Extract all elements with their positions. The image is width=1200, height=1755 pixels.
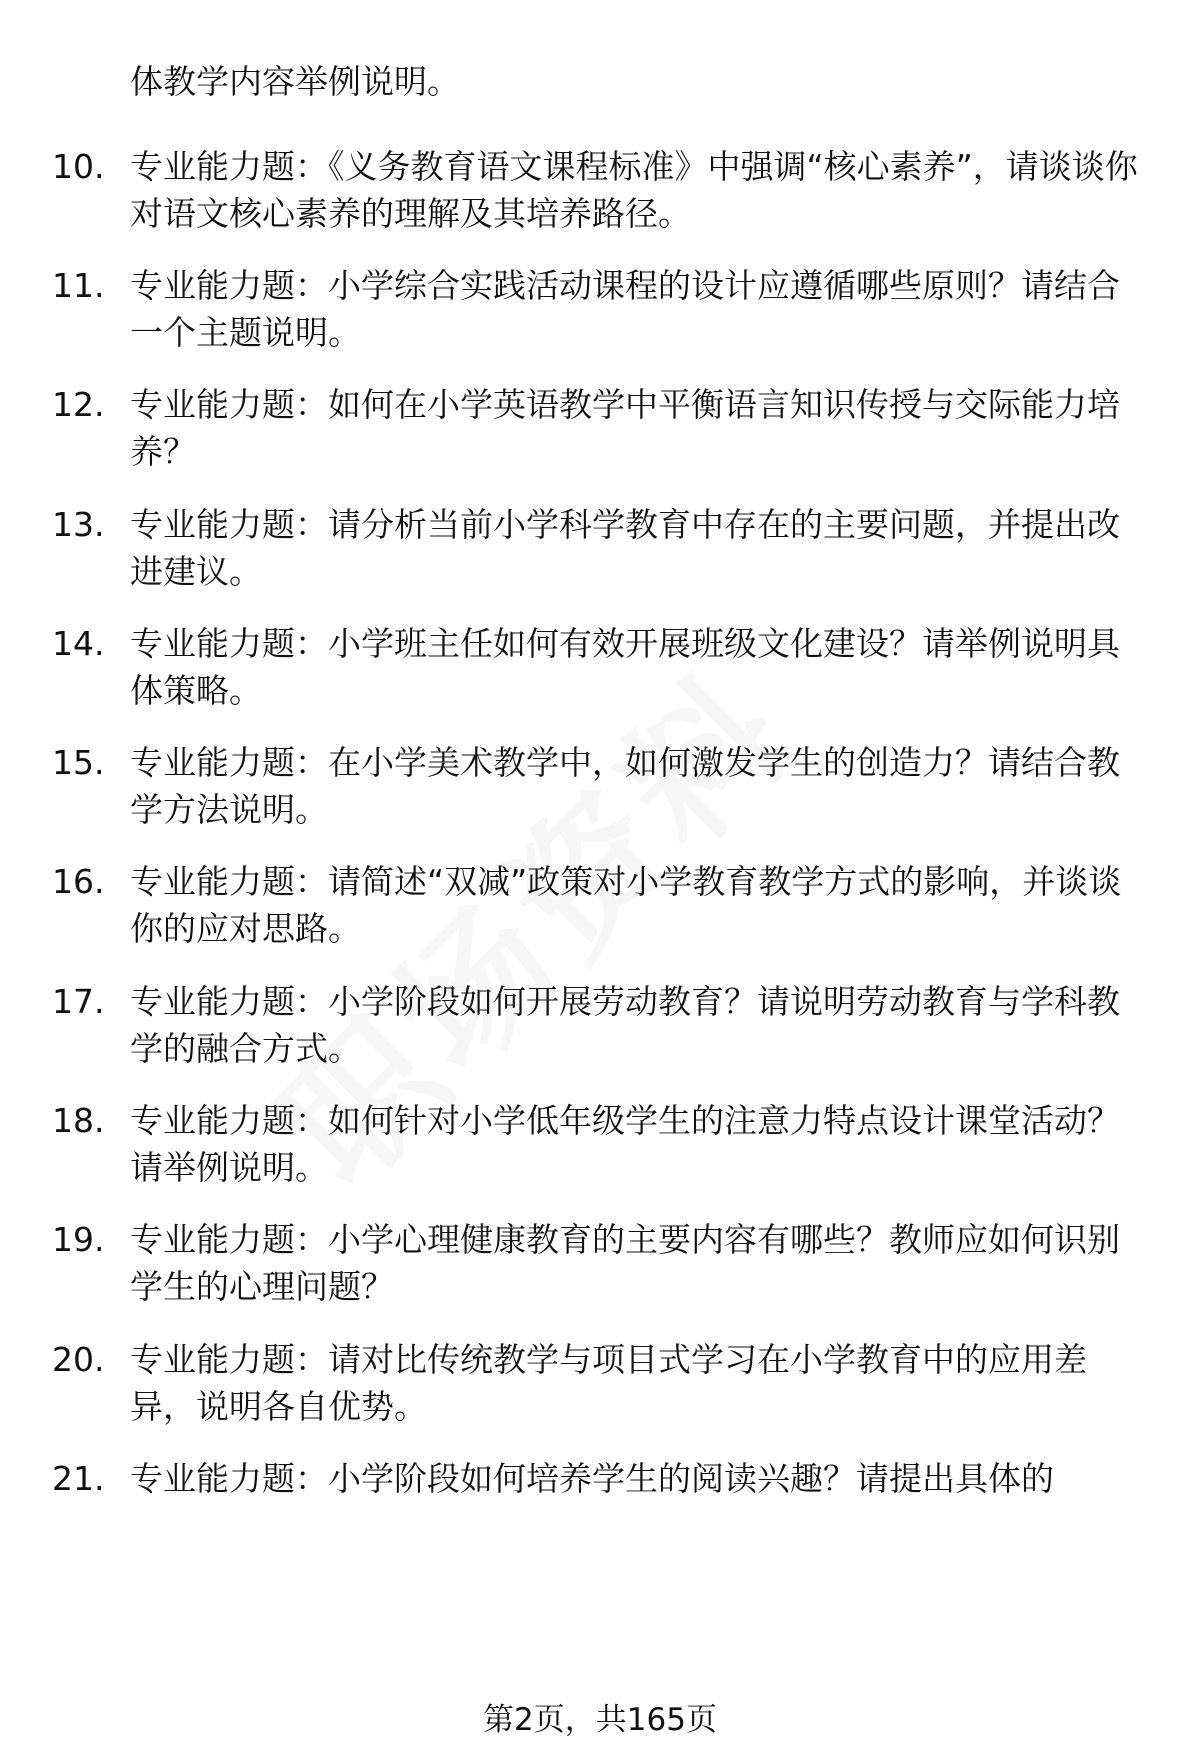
question-text: 专业能力题：请对比传统教学与项目式学习在小学教育中的应用差异，说明各自优势。 [130, 1340, 1087, 1426]
question-number: 13. [52, 505, 105, 544]
question-text: 专业能力题：在小学美术教学中，如何激发学生的创造力？请结合教学方法说明。 [130, 743, 1120, 829]
question-number: 19. [52, 1220, 105, 1259]
question-text: 专业能力题：小学阶段如何培养学生的阅读兴趣？请提出具体的 [130, 1459, 1054, 1498]
question-number: 10. [52, 147, 105, 186]
question-text: 专业能力题：请简述“双减”政策对小学教育教学方式的影响，并谈谈你的应对思路。 [130, 862, 1122, 948]
question-text: 专业能力题：小学综合实践活动课程的设计应遵循哪些原则？请结合一个主题说明。 [130, 266, 1120, 352]
question-number: 17. [52, 982, 105, 1021]
question-number: 15. [52, 743, 105, 782]
question-text: 专业能力题：如何在小学英语教学中平衡语言知识传授与交际能力培养？ [130, 385, 1120, 471]
question-number: 11. [52, 266, 105, 305]
question-text: 专业能力题：小学阶段如何开展劳动教育？请说明劳动教育与学科教学的融合方式。 [130, 982, 1120, 1068]
question-number: 18. [52, 1101, 105, 1140]
question-number: 21. [52, 1459, 105, 1498]
question-text: 专业能力题：如何针对小学低年级学生的注意力特点设计课堂活动？请举例说明。 [130, 1101, 1120, 1187]
question-text: 专业能力题：小学班主任如何有效开展班级文化建设？请举例说明具体策略。 [130, 624, 1120, 710]
question-number: 14. [52, 624, 105, 663]
question-number: 20. [52, 1340, 105, 1379]
question-text: 专业能力题：请分析当前小学科学教育中存在的主要问题，并提出改进建议。 [130, 505, 1120, 591]
page-footer: 第2页，共165页 [483, 1702, 717, 1738]
question-text: 专业能力题：小学心理健康教育的主要内容有哪些？教师应如何识别学生的心理问题？ [130, 1220, 1120, 1306]
question-number: 12. [52, 385, 105, 424]
question-text: 专业能力题：《义务教育语文课程标准》中强调“核心素养”，请谈谈你对语文核心素养的理解及其培养路径。 [130, 147, 1138, 233]
continuation-text: 体教学内容举例说明。 [130, 62, 460, 101]
question-number: 16. [52, 862, 105, 901]
